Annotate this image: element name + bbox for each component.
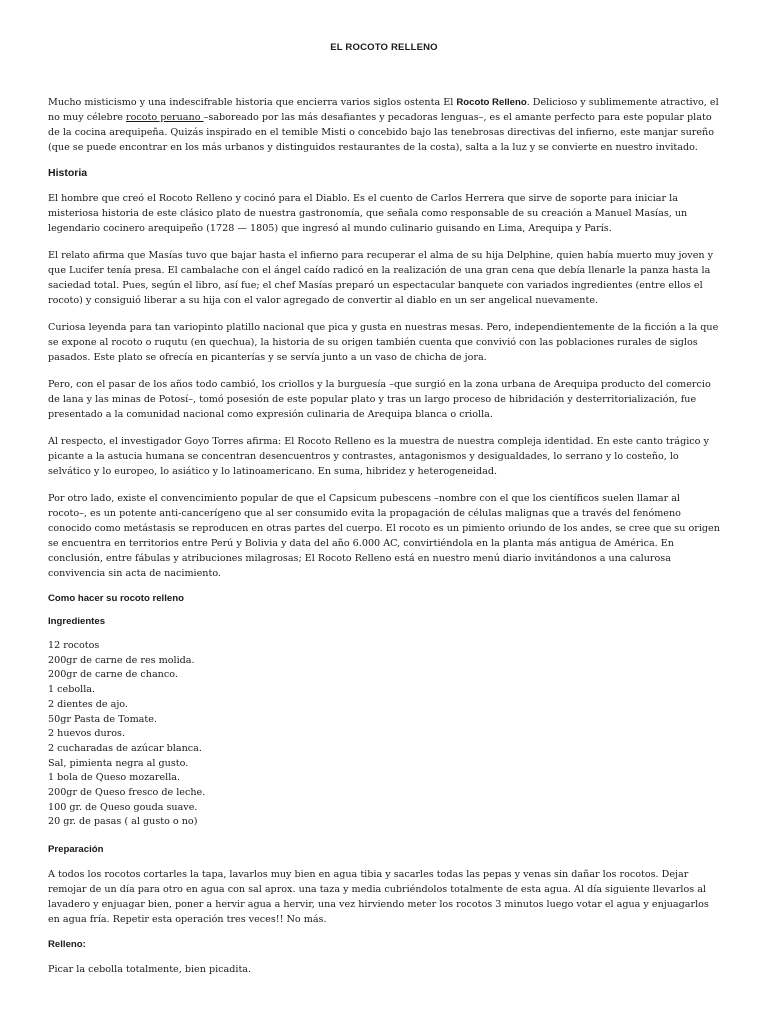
list-item: 200gr de carne de res molida. bbox=[48, 654, 195, 666]
historia-paragraph-5: Al respecto, el investigador Goyo Torres afirma: El Rocoto Relleno es la muestra de nuestra compleja identidad. En este canto trágico y picante a la astucia humana se concentran desencuentros y contrastes, antagonismos y desigualdades, lo serrano y lo costeño, lo selvático y lo europeo, lo asiático y lo latinoamericano. En suma, hibridez y heterogeneidad. bbox=[48, 436, 709, 477]
document-title: EL ROCOTO RELLENO bbox=[330, 42, 438, 53]
relleno-heading: Relleno: bbox=[48, 939, 86, 951]
intro-text-2: . Delicioso y sublimemente atractivo, el no muy célebre bbox=[48, 97, 719, 123]
preparacion-heading: Preparación bbox=[48, 844, 104, 856]
list-item: 50gr Pasta de Tomate. bbox=[48, 713, 157, 725]
list-item: Sal, pimienta negra al gusto. bbox=[48, 757, 189, 769]
intro-text-3: –saboreado por las más desafiantes y pecadoras lenguas–, es el amante perfecto para este popular plato de la cocina arequipeña. Quizás inspirado en el temible Misti o concebido bajo las tenebrosas directivas del infierno, este manjar sureño (que se puede encontrar en los más urbanos y distinguidos restaurantes de la costa), salta a la luz y se convierte en nuestro invitado. bbox=[48, 112, 714, 153]
list-item: 2 cucharadas de azúcar blanca. bbox=[48, 742, 202, 754]
list-item: 100 gr. de Queso gouda suave. bbox=[48, 801, 198, 813]
list-item: 2 huevos duros. bbox=[48, 728, 126, 740]
historia-paragraph-2: El relato afirma que Masías tuvo que bajar hasta el infierno para recuperar el alma de su hija Delphine, quien había muerto muy joven y que Lucifer tenía presa. El cambalache con el ángel caído radicó en la realización de una gran cena que debía llenarle la panza hasta la saciedad total. Pues, según el libro, así fue; el chef Masías preparó un espectacular banquete con variados ingredientes (entre ellos el rocoto) y consiguió liberar a su hija con el valor agregado de convertir al diablo en un ser angelical nuevamente. bbox=[48, 250, 714, 306]
relleno-paragraph: Picar la cebolla totalmente, bien picadita. bbox=[48, 964, 252, 976]
ingredients-list bbox=[48, 639, 720, 830]
historia-paragraph-6: Por otro lado, existe el convencimiento popular de que el Capsicum pubescens –nombre con el que los científicos suelen llamar al rocoto–, es un potente anti-cancerígeno que al ser consumido evita la propagación de células malignas que a través del fenómeno conocido como metástasis se reproducen en otras partes del cuerpo. El rocoto es un pimiento oriundo de los andes, se cree que su origen se encuentra en territorios entre Perú y Bolivia y data del año 6.000 AC, convirtiéndola en la planta más antigua de América. En conclusión, entre fábulas y atribuciones milagrosas; El Rocoto Relleno está en nuestro menú diario invitándonos a una calurosa convivencia sin acta de nacimiento. bbox=[48, 493, 720, 579]
list-item: 200gr de carne de chanco. bbox=[48, 669, 178, 681]
historia-heading: Historia bbox=[48, 167, 88, 179]
list-item: 1 cebolla. bbox=[48, 684, 96, 696]
intro-underlined-link[interactable]: rocoto peruano bbox=[126, 112, 204, 123]
historia-paragraph-4: Pero, con el pasar de los años todo cambió, los criollos y la burguesía –que surgió en la zona urbana de Arequipa producto del comercio de lana y las minas de Potosí–, tomó posesión de este popular plato y tras un largo proceso de hibridación y desterritorialización, fue presentado a la comunidad nacional como expresión culinaria de Arequipa blanca o criolla. bbox=[48, 379, 711, 420]
como-hacer-heading: Como hacer su rocoto relleno bbox=[48, 593, 184, 604]
list-item: 1 bola de Queso mozarella. bbox=[48, 772, 181, 784]
list-item: 20 gr. de pasas ( al gusto o no) bbox=[48, 816, 198, 828]
historia-paragraph-1: El hombre que creó el Rocoto Relleno y cocinó para el Diablo. Es el cuento de Carlos Herrera que sirve de soporte para iniciar la misteriosa historia de este clásico plato de nuestra gastronomía, que señala como responsable de su creación a Manuel Masías, un legendario cocinero arequipeño (1728 — 1805) que ingresó al mundo culinario guisando en Lima, Arequipa y París. bbox=[48, 193, 688, 234]
intro-bold-term: Rocoto Relleno bbox=[456, 97, 527, 108]
intro-paragraph bbox=[48, 95, 720, 155]
historia-paragraph-3: Curiosa leyenda para tan variopinto platillo nacional que pica y gusta en nuestras mesas. Pero, independientemente de la ficción a la que se expone al rocoto o ruqutu (en quechua), la historia de su origen también cuenta que convivió con las poblaciones rurales de siglos pasados. Este plato se ofrecía en picanterías y se servía junto a un vaso de chicha de jora. bbox=[48, 322, 719, 363]
list-item: 200gr de Queso fresco de leche. bbox=[48, 787, 206, 799]
ingredientes-heading: Ingredientes bbox=[48, 616, 106, 627]
list-item: 12 rocotos bbox=[48, 640, 100, 651]
intro-text-1: Mucho misticismo y una indescifrable historia que encierra varios siglos ostenta El bbox=[48, 97, 457, 108]
list-item: 2 dientes de ajo. bbox=[48, 698, 128, 710]
preparacion-paragraph: A todos los rocotos cortarles la tapa, lavarlos muy bien en agua tibia y sacarles todas las pepas y venas sin dañar los rocotos. Dejar remojar de un día para otro en agua con sal aprox. una taza y media cubriéndolos totalmente de esta agua. Al día siguiente llevarlos al lavadero y enjuagar bien, poner a hervir agua a hervir, una vez hirviendo meter los rocotos 3 minutos luego votar el agua y enjuagarlos en agua fría. Repetir esta operación tres veces!! No más. bbox=[48, 869, 709, 926]
